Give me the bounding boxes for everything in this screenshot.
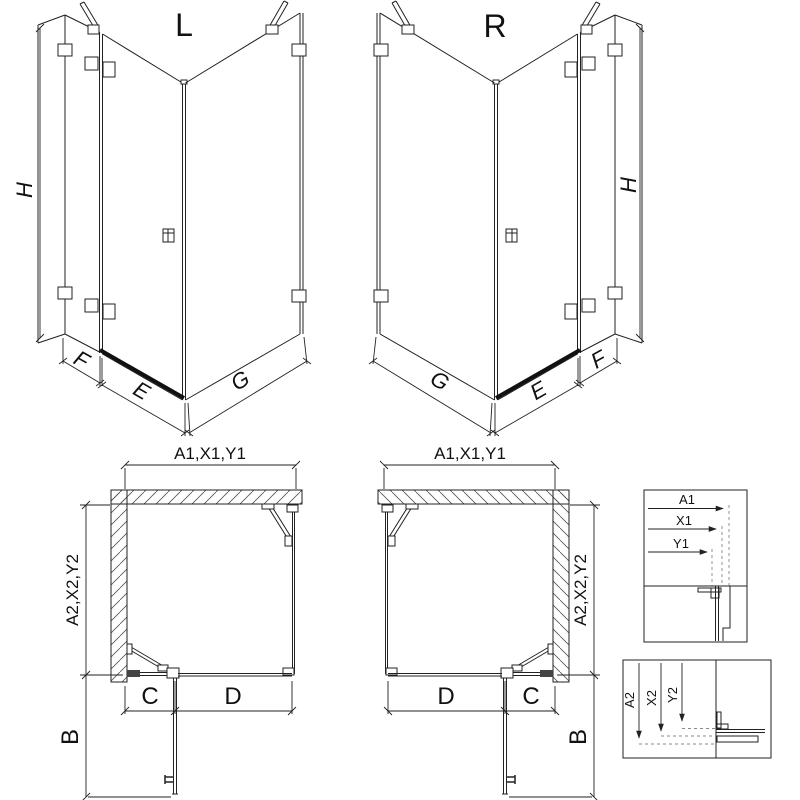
iso-left-label: L <box>175 7 193 43</box>
plan-right-dim-top: A1,X1,Y1 <box>434 444 506 463</box>
section-glass <box>716 586 719 641</box>
plan-right-dim-d: D <box>437 683 455 710</box>
detail-x2-label: X2 <box>644 690 659 706</box>
dim-g-left: G <box>226 365 254 396</box>
dim-e-right: E <box>525 376 551 406</box>
plan-left-dim-c: C <box>141 683 159 710</box>
plan-right-dim-b: B <box>565 728 592 746</box>
detail-a2-label: A2 <box>622 692 637 708</box>
section-lower-profile <box>717 736 758 742</box>
plan-left-dim-top: A1,X1,Y1 <box>174 444 246 463</box>
dim-h-left: H <box>12 182 37 198</box>
dim-e-left: E <box>129 376 155 406</box>
plan-left-dim-side: A2,X2,Y2 <box>63 554 82 626</box>
dim-h-right: H <box>616 177 641 193</box>
detail-a1-label: A1 <box>679 492 695 507</box>
detail-y1-label: Y1 <box>673 536 689 551</box>
section-wall-profile <box>717 712 721 728</box>
plan-left-dim-d: D <box>224 683 242 710</box>
dim-f-left: F <box>69 345 94 374</box>
plan-left-dim-b: B <box>57 728 84 746</box>
detail-y2-label: Y2 <box>665 687 680 703</box>
iso-right-label: R <box>483 8 507 44</box>
dim-f-right: F <box>586 345 611 374</box>
plan-view-left <box>80 461 302 800</box>
plan-view-right <box>378 461 600 800</box>
detail-box-width-refs <box>644 490 747 642</box>
detail-box-depth-refs <box>623 660 771 758</box>
dim-g-right: G <box>426 365 454 396</box>
section-wall-profile <box>698 588 721 592</box>
plan-right-dim-c: C <box>522 683 540 710</box>
section-glass <box>716 730 765 733</box>
detail-x1-label: X1 <box>676 513 692 528</box>
plan-right-dim-side: A2,X2,Y2 <box>571 554 590 626</box>
